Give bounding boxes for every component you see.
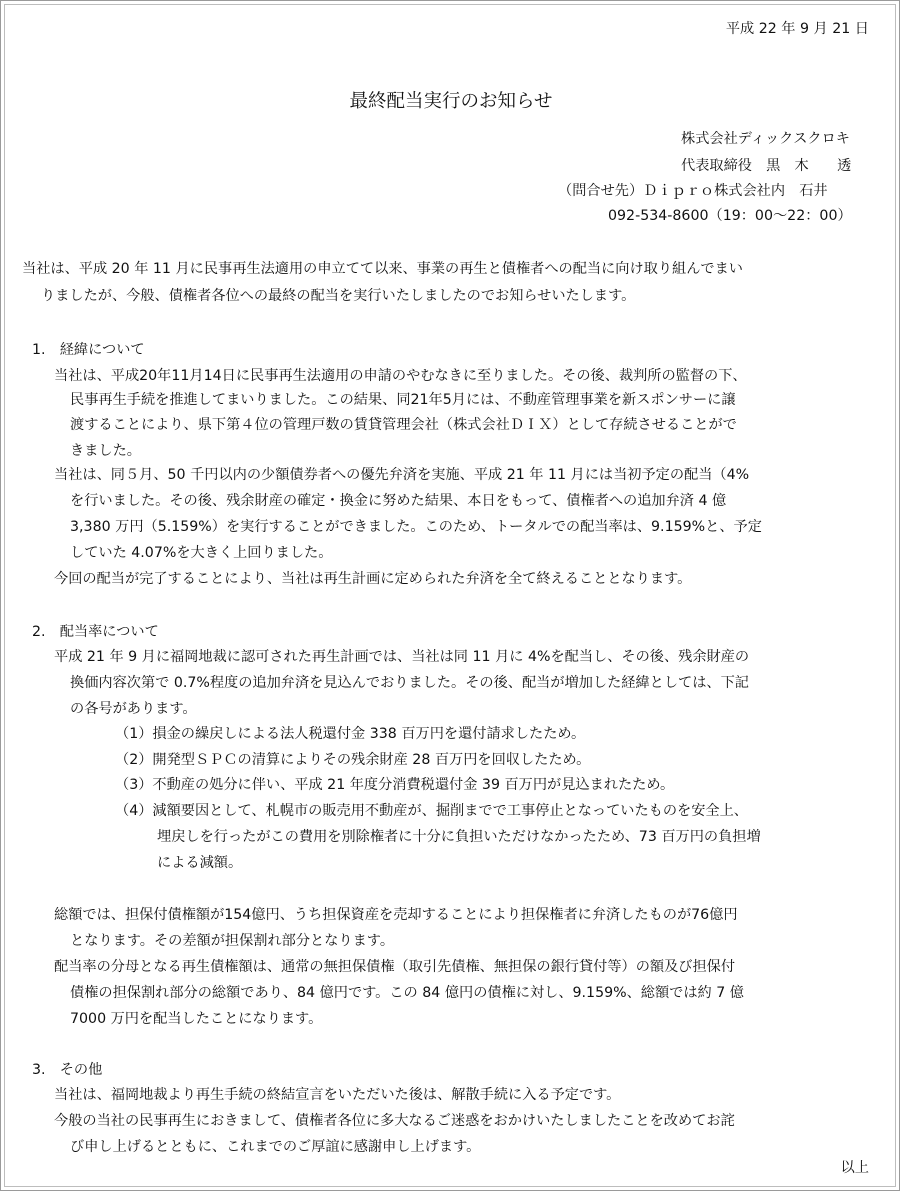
body-line: 当社は、同５月、50 千円以内の少額債券者への優先弁済を実施、平成 21 年 11 月には当初予定の配当（4% (54, 467, 750, 483)
list-item: （1）損金の繰戻しによる法人税還付金 338 百万円を還付請求したため。 (115, 726, 586, 742)
list-item-continuation: 埋戻しを行ったがこの費用を別除権者に十分に負担いただけなかったため、73 百万円の負担増 (157, 829, 761, 845)
sender-phone: 092-534-8600（19：00〜22：00） (608, 208, 852, 224)
body-line: び申し上げるとともに、これまでのご厚誼に感謝申し上げます。 (70, 1139, 481, 1155)
body-line: 渡することにより、県下第４位の管理戸数の賃貸管理会社（株式会社ＤＩＸ）として存続させることがで (70, 417, 737, 433)
closing-mark: 以上 (840, 1160, 869, 1176)
body-line: 換価内容次第で 0.7%程度の追加弁済を見込んでおりました。その後、配当が増加した経緯としては、下記 (70, 675, 749, 691)
sender-representative: 代表取締役 黒 木 透 (681, 158, 852, 174)
body-line: 今般の当社の民事再生におきまして、債権者各位に多大なるご迷惑をおかけいたしましたことを改めてお詫 (54, 1113, 735, 1129)
sender-contact: （問合せ先）Ｄｉｐｒｏ株式会社内 石井 (558, 183, 828, 199)
list-item-continuation: による減額。 (157, 855, 243, 871)
body-line: となります。その差額が担保割れ部分となります。 (70, 933, 395, 949)
section-heading: 3. その他 (32, 1062, 103, 1078)
body-line: 7000 万円を配当したことになります。 (70, 1011, 323, 1027)
list-item: （3）不動産の処分に伴い、平成 21 年度分消費税還付金 39 百万円が見込まれたため。 (115, 777, 675, 793)
body-line: を行いました。その後、残余財産の確定・換金に努めた結果、本日をもって、債権者への追加弁済 4 億 (70, 493, 727, 509)
section-heading: 2. 配当率について (32, 624, 159, 640)
document-title: 最終配当実行のお知らせ (349, 91, 553, 112)
body-line: 3,380 万円（5.159%）を実行することができました。このため、トータルでの配当率は、9.159%と、予定 (70, 519, 762, 535)
body-line: きました。 (70, 443, 141, 459)
body-line: 当社は、平成20年11月14日に民事再生法適用の申請のやむなきに至りました。その後、裁判所の監督の下、 (54, 368, 747, 384)
body-line: 配当率の分母となる再生債権額は、通常の無担保債権（取引先債権、無担保の銀行貸付等）の額及び担保付 (54, 959, 736, 975)
list-item: （4）減額要因として、札幌市の販売用不動産が、掘削までで工事停止となっていたものを安全上、 (115, 803, 748, 819)
issue-date: 平成 22 年 9 月 21 日 (725, 21, 869, 37)
intro-line: 当社は、平成 20 年 11 月に民事再生法適用の申立てて以来、事業の再生と債権者への配当に向け取り組んでまい (22, 261, 743, 277)
body-line: 民事再生手続を推進してまいりました。この結果、同21年5月には、不動産管理事業を新スポンサーに譲 (70, 392, 736, 408)
body-line: 今回の配当が完了することにより、当社は再生計画に定められた弁済を全て終えることとなります。 (54, 571, 692, 587)
sender-company: 株式会社ディックスクロキ (681, 131, 850, 147)
body-line: の各号があります。 (70, 701, 197, 717)
body-line: 債権の担保割れ部分の総額であり、84 億円です。この 84 億円の債権に対し、9.159%、総額では約 7 億 (70, 985, 744, 1001)
body-line: していた 4.07%を大きく上回りました。 (70, 545, 333, 561)
body-line: 当社は、福岡地裁より再生手続の終結宣言をいただいた後は、解散手続に入る予定です。 (54, 1087, 621, 1103)
list-item: （2）開発型ＳＰＣの清算によりその残余財産 28 百万円を回収したため。 (115, 752, 591, 768)
section-heading: 1. 経緯について (32, 342, 145, 358)
body-line: 総額では、担保付債権額が154億円、うち担保資産を売却することにより担保権者に弁済したものが76億円 (54, 907, 738, 923)
body-line: 平成 21 年 9 月に福岡地裁に認可された再生計画では、当社は同 11 月に 4%を配当し、その後、残余財産の (54, 649, 750, 665)
intro-line: りましたが、今般、債権者各位への最終の配当を実行いたしましたのでお知らせいたします。 (41, 288, 636, 304)
